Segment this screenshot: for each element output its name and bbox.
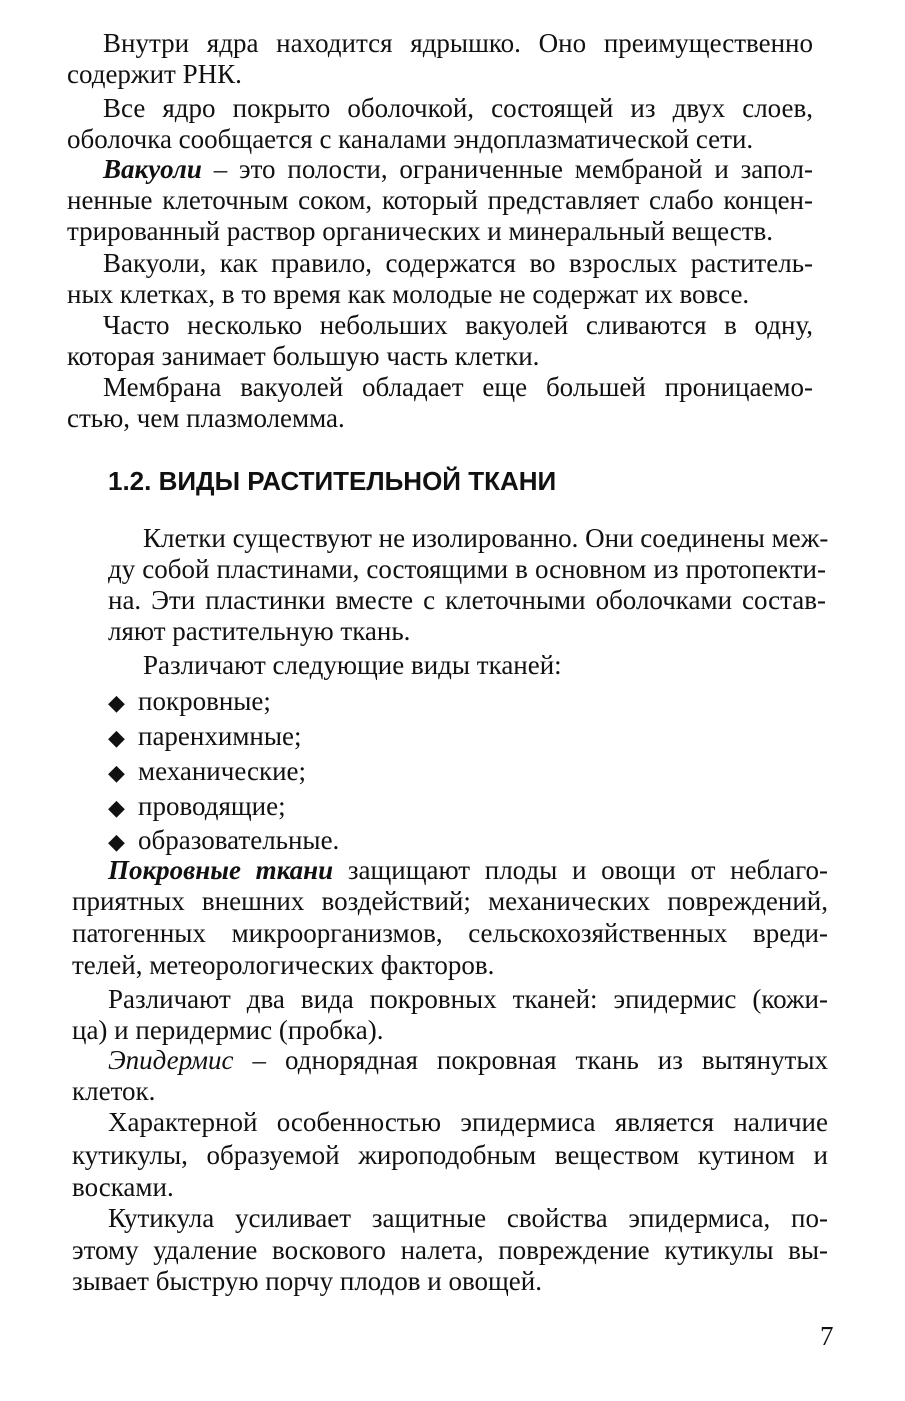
text-line: патогенных микроорганизмов, сельскохозяйственных вреди- (72, 918, 828, 948)
text-line: ду собой пластинами, состоящими в основном из протопекти- (108, 554, 826, 584)
text-line: Кутикула усиливает защитные свойства эпидермиса, по- (108, 1203, 828, 1233)
text-line: Покровные ткани защищают плоды и овощи от неблаго- (108, 855, 828, 885)
text-line: ляют растительную ткань. (108, 616, 411, 646)
text-line: ненные клеточным соком, который представляет слабо концен- (67, 185, 813, 215)
text-line: Вакуоли – это полости, ограниченные мембраной и запол- (103, 154, 813, 184)
text-line: Различают следующие виды тканей: (143, 650, 562, 680)
text-line: кутикулы, образуемой жироподобным веществом кутином и (72, 1140, 828, 1170)
diamond-bullet-icon: ◆ (108, 760, 125, 785)
text-line: зывает быструю порчу плодов и овощей. (72, 1266, 542, 1296)
text-line: телей, метеорологических факторов. (72, 950, 495, 980)
text-line: Внутри ядра находится ядрышко. Оно преимущественно (103, 28, 813, 58)
text-line: Все ядро покрыто оболочкой, состоящей из двух слоев, (103, 93, 813, 123)
text-line: Клетки существуют не изолированно. Они соединены меж- (143, 523, 829, 553)
text-line: восками. (72, 1172, 174, 1202)
text-line: приятных внешних воздействий; механических повреждений, (72, 886, 828, 916)
text-line: трированный раствор органических и минеральный веществ. (67, 216, 774, 246)
text-line: оболочка сообщается с каналами эндоплазматической сети. (67, 124, 754, 154)
term-epidermis: Эпидермис (108, 1045, 234, 1075)
text-line: клеток. (72, 1076, 156, 1106)
text-line: Эпидермис – однорядная покровная ткань из вытянутых (108, 1045, 828, 1075)
diamond-bullet-icon: ◆ (108, 725, 125, 750)
list-item: ◆ образовательные. (108, 825, 340, 855)
diamond-bullet-icon: ◆ (108, 829, 125, 854)
text-line: Мембрана вакуолей обладает еще большей проницаемо- (103, 372, 813, 402)
term-integumentary-tissues: Покровные ткани (108, 855, 334, 885)
text-line: ца) и перидермис (пробка). (72, 1015, 384, 1045)
text-line: этому удаление воскового налета, повреждение кутикулы вы- (72, 1235, 828, 1265)
text-line: Различают два вида покровных тканей: эпидермис (кожи- (108, 984, 828, 1014)
text-line: Характерной особенностью эпидермиса является наличие (108, 1107, 828, 1137)
text-line: Часто несколько небольших вакуолей сливаются в одну, (103, 310, 813, 340)
text-line: стью, чем плазмолемма. (67, 403, 345, 433)
list-item: ◆ проводящие; (108, 791, 286, 821)
list-item: ◆ паренхимные; (108, 721, 302, 751)
text-line: на. Эти пластинки вместе с клеточными оболочками состав- (108, 585, 826, 615)
list-item: ◆ покровные; (108, 686, 271, 716)
diamond-bullet-icon: ◆ (108, 690, 125, 715)
text-line: содержит РНК. (67, 59, 242, 89)
list-item: ◆ механические; (108, 756, 307, 786)
page-number: 7 (820, 1321, 834, 1351)
diamond-bullet-icon: ◆ (108, 795, 125, 820)
text-line: Вакуоли, как правило, содержатся во взрослых раститель- (103, 248, 813, 278)
section-heading: 1.2. ВИДЫ РАСТИТЕЛЬНОЙ ТКАНИ (108, 466, 557, 496)
term-vacuoles: Вакуоли (103, 154, 202, 184)
text-line: ных клетках, в то время как молодые не содержат их вовсе. (67, 279, 750, 309)
text-line: которая занимает большую часть клетки. (67, 341, 540, 371)
